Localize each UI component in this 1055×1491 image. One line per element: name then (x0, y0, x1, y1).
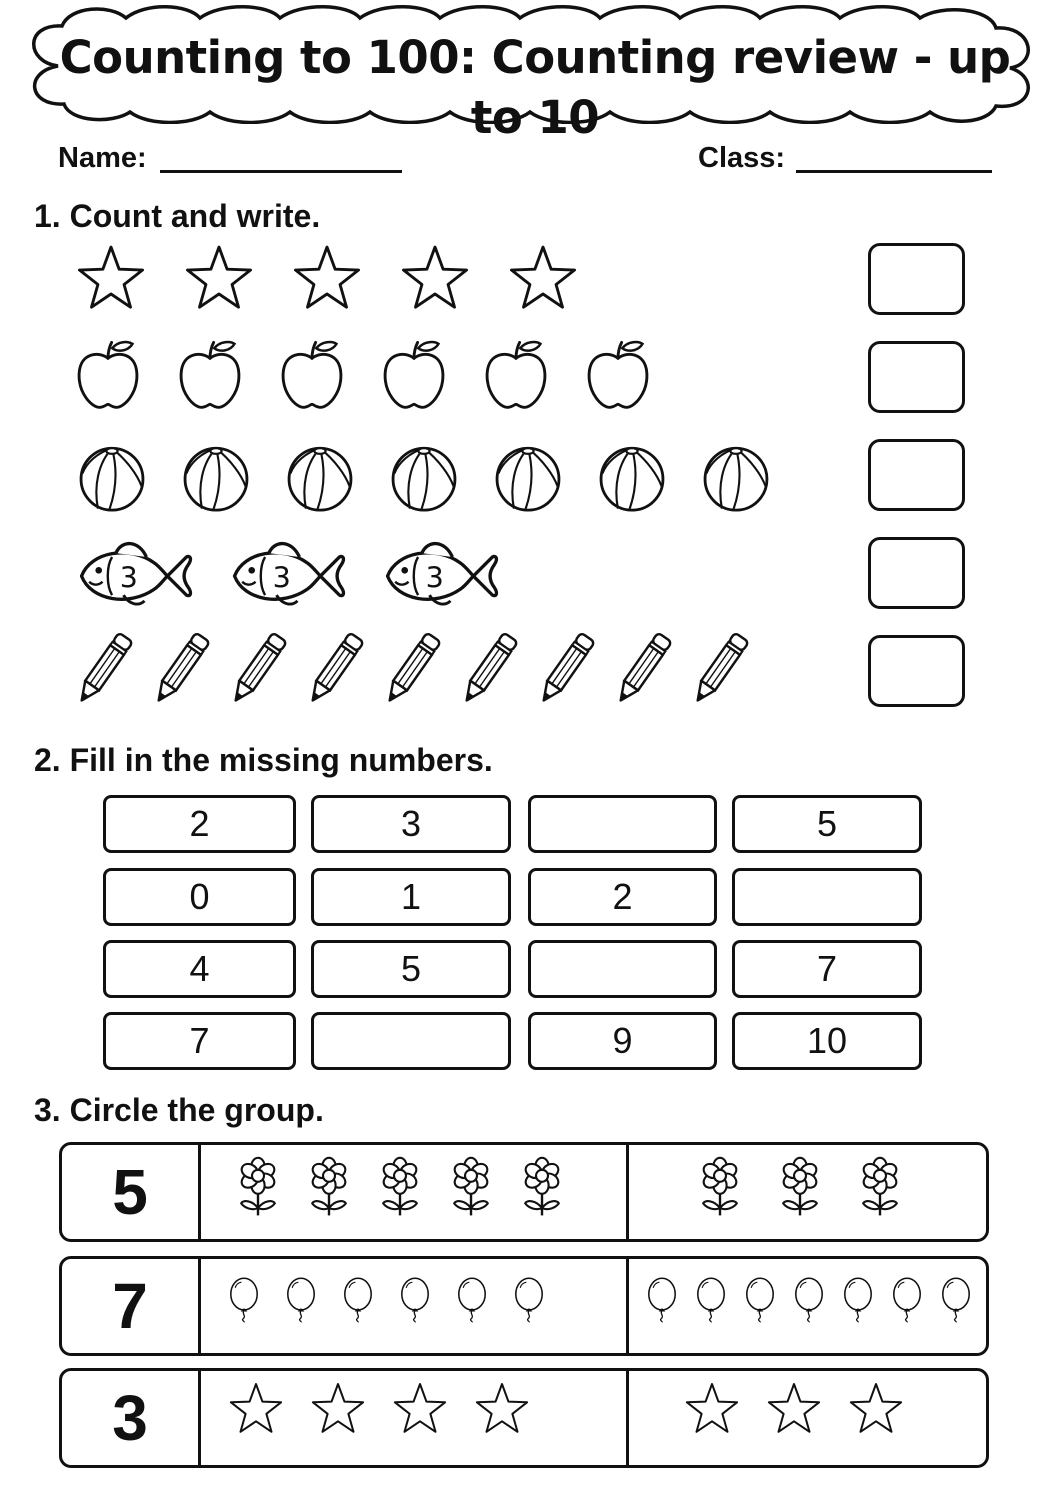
number-cell[interactable]: 3 (311, 795, 511, 853)
beach-ball-icon (490, 444, 566, 520)
pencil-icon (378, 626, 448, 714)
group-divider (626, 1259, 629, 1353)
answer-box[interactable] (868, 537, 965, 609)
number-cell[interactable] (528, 795, 717, 853)
balloon-icon (689, 1262, 733, 1342)
number-cell[interactable]: 7 (103, 1012, 296, 1070)
fish-icon (378, 534, 502, 620)
group-divider (626, 1371, 629, 1465)
beach-ball-icon (282, 444, 358, 520)
pencil-icon (455, 626, 525, 714)
number-cell[interactable]: 2 (103, 795, 296, 853)
fish-icon (72, 534, 196, 620)
pencil-icon (70, 626, 140, 714)
number-cell[interactable]: 1 (311, 868, 511, 926)
apple-icon (276, 336, 348, 418)
balloon-icon (787, 1262, 831, 1342)
class-field[interactable] (796, 170, 992, 173)
flower-icon (690, 1150, 750, 1228)
balloon-icon (279, 1262, 323, 1342)
number-cell[interactable] (311, 1012, 511, 1070)
group-divider (626, 1145, 629, 1239)
page-title: Counting to 100: Counting review - up to 10 (59, 31, 1011, 144)
number-cell[interactable]: 4 (103, 940, 296, 998)
star-icon (846, 1380, 906, 1442)
answer-box[interactable] (868, 635, 965, 707)
pencil-icon (224, 626, 294, 714)
flower-icon (370, 1150, 430, 1228)
group-target-number: 7 (62, 1259, 201, 1353)
number-cell[interactable]: 5 (732, 795, 922, 853)
group-target-number: 5 (62, 1145, 201, 1239)
pencil-icon (147, 626, 217, 714)
beach-ball-icon (74, 444, 150, 520)
number-cell[interactable]: 2 (528, 868, 717, 926)
star-icon (180, 242, 258, 320)
balloon-icon (640, 1262, 684, 1342)
flower-icon (512, 1150, 572, 1228)
balloon-icon (222, 1262, 266, 1342)
star-icon (764, 1380, 824, 1442)
fish-number-label: 3 (119, 560, 138, 595)
number-cell[interactable] (528, 940, 717, 998)
apple-icon (174, 336, 246, 418)
pencil-icon (532, 626, 602, 714)
name-label: Name: (58, 142, 147, 174)
beach-ball-icon (386, 444, 462, 520)
star-icon (396, 242, 474, 320)
star-icon (226, 1380, 286, 1442)
beach-ball-icon (178, 444, 254, 520)
fish-icon (225, 534, 349, 620)
name-field[interactable] (160, 170, 402, 173)
pencil-icon (301, 626, 371, 714)
star-icon (504, 242, 582, 320)
balloon-icon (836, 1262, 880, 1342)
flower-icon (441, 1150, 501, 1228)
apple-icon (378, 336, 450, 418)
answer-box[interactable] (868, 341, 965, 413)
balloon-icon (507, 1262, 551, 1342)
pencil-icon (686, 626, 756, 714)
number-cell[interactable]: 7 (732, 940, 922, 998)
apple-icon (480, 336, 552, 418)
star-icon (308, 1380, 368, 1442)
number-cell[interactable] (732, 868, 922, 926)
star-icon (390, 1380, 450, 1442)
flower-icon (299, 1150, 359, 1228)
beach-ball-icon (698, 444, 774, 520)
fish-number-label: 3 (425, 560, 444, 595)
apple-icon (72, 336, 144, 418)
star-icon (472, 1380, 532, 1442)
star-icon (72, 242, 150, 320)
flower-icon (228, 1150, 288, 1228)
balloon-icon (885, 1262, 929, 1342)
section1-heading: 1. Count and write. (34, 198, 321, 234)
number-cell[interactable]: 9 (528, 1012, 717, 1070)
answer-box[interactable] (868, 243, 965, 315)
number-cell[interactable]: 0 (103, 868, 296, 926)
star-icon (288, 242, 366, 320)
balloon-icon (934, 1262, 978, 1342)
answer-box[interactable] (868, 439, 965, 511)
number-cell[interactable]: 5 (311, 940, 511, 998)
beach-ball-icon (594, 444, 670, 520)
balloon-icon (450, 1262, 494, 1342)
section3-heading: 3. Circle the group. (34, 1092, 324, 1128)
fish-number-label: 3 (272, 560, 291, 595)
class-label: Class: (698, 142, 786, 174)
balloon-icon (393, 1262, 437, 1342)
number-cell[interactable]: 10 (732, 1012, 922, 1070)
apple-icon (582, 336, 654, 418)
flower-icon (770, 1150, 830, 1228)
section2-heading: 2. Fill in the missing numbers. (34, 742, 493, 778)
group-target-number: 3 (62, 1371, 201, 1465)
balloon-icon (738, 1262, 782, 1342)
star-icon (682, 1380, 742, 1442)
flower-icon (850, 1150, 910, 1228)
pencil-icon (609, 626, 679, 714)
balloon-icon (336, 1262, 380, 1342)
